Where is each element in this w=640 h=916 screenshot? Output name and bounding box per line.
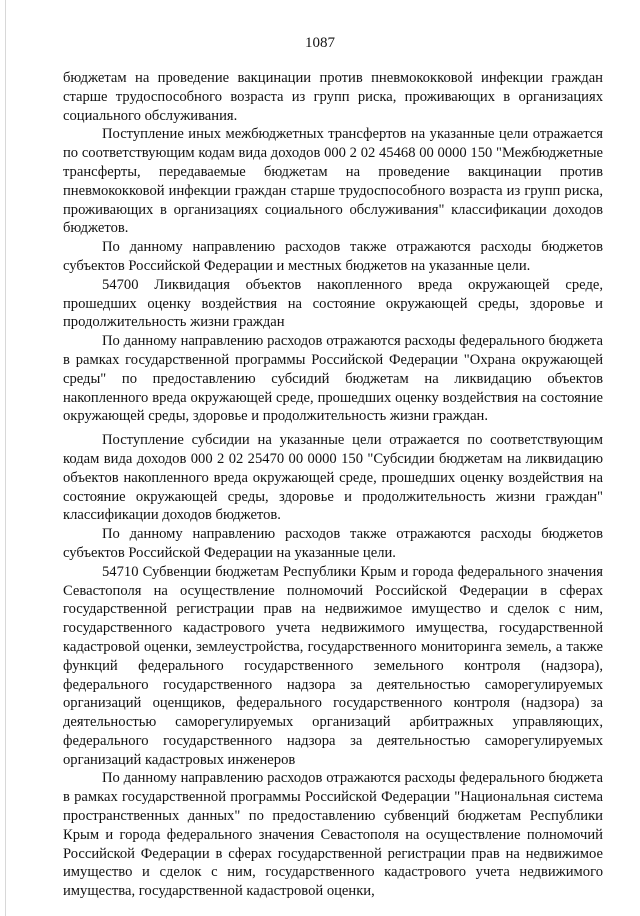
document-body <box>63 69 603 901</box>
paragraph-national-spatial-data: По данному направлению расходов отражаются расходы федерального бюджета в рамках государственной программы Российской Федерации "Национальная система пространственных данных" по предоставлению субвенций бюджетам Республики Крым и города федерального значения Севастополя на осуществление полномочий Российской Федерации в сферах государственной регистрации прав на недвижимое имущество и сделок с ним, государственного кадастрового учета недвижимого имущества, государственной кадастровой оценки, <box>63 770 603 900</box>
paragraph-interbudget-transfers: Поступление иных межбюджетных трансфертов на указанные цели отражается по соответствующим кодам вида доходов 000 2 02 45468 00 0000 150 "Межбюджетные трансферты, передаваемые бюджетам на проведение вакцинации против пневмококковой инфекции граждан старше трудоспособного возраста из групп риска, проживающих в организациях социального обслуживания" классификации доходов бюджетов. <box>63 126 603 237</box>
paragraph-54710-heading: 54710 Субвенции бюджетам Республики Крым и города федерального значения Севастополя на осуществление полномочий Российской Федерации в сферах государственной регистрации прав на недвижимое имущество и сделок с ним, государственного кадастрового учета недвижимого имущества, государственной кадастровой оценки, землеустройства, государственного мониторинга земель, а также функций федерального государственного земельного контроля (надзора), федерального государственного надзора за деятельностью саморегулируемых организаций оценщиков, федерального государственного контроля (надзора) за деятельностью саморегулируемых организаций арбитражных управляющих, федерального государственного надзора за деятельностью саморегулируемых организаций кадастровых инженеров <box>63 563 603 768</box>
paragraph-regional-budgets: По данному направлению расходов также отражаются расходы бюджетов субъектов Российской Федерации и местных бюджетов на указанные цели. <box>63 239 603 274</box>
paragraph-subsidy-income: Поступление субсидии на указанные цели отражается по соответствующим кодам вида доходов 000 2 02 25470 00 0000 150 "Субсидии бюджетам на ликвидацию объектов накопленного вреда окружающей среде, прошедших оценку воздействия на состояние окружающей среды, здоровье и продолжительность жизни граждан" классификации доходов бюджетов. <box>63 432 603 524</box>
paragraph-54700-heading: 54700 Ликвидация объектов накопленного вреда окружающей среде, прошедших оценку воздействия на состояние окружающей среды, здоровье и продолжительность жизни граждан <box>63 276 603 331</box>
paragraph-continuation: бюджетам на проведение вакцинации против пневмококковой инфекции граждан старше трудоспособного возраста из групп риска, проживающих в организациях социального обслуживания. <box>63 70 603 124</box>
page-number: 1087 <box>305 35 335 51</box>
page-edge-line <box>5 0 6 916</box>
paragraph-federal-expenses: По данному направлению расходов отражаются расходы федерального бюджета в рамках государственной программы Российской Федерации "Охрана окружающей среды" по предоставлению субсидий бюджетам на ликвидацию объектов накопленного вреда окружающей среде, прошедших оценку воздействия на состояние окружающей среды, здоровье и продолжительность жизни граждан. <box>63 333 603 425</box>
paragraph-subject-budgets: По данному направлению расходов также отражаются расходы бюджетов субъектов Российской Федерации на указанные цели. <box>63 526 603 561</box>
